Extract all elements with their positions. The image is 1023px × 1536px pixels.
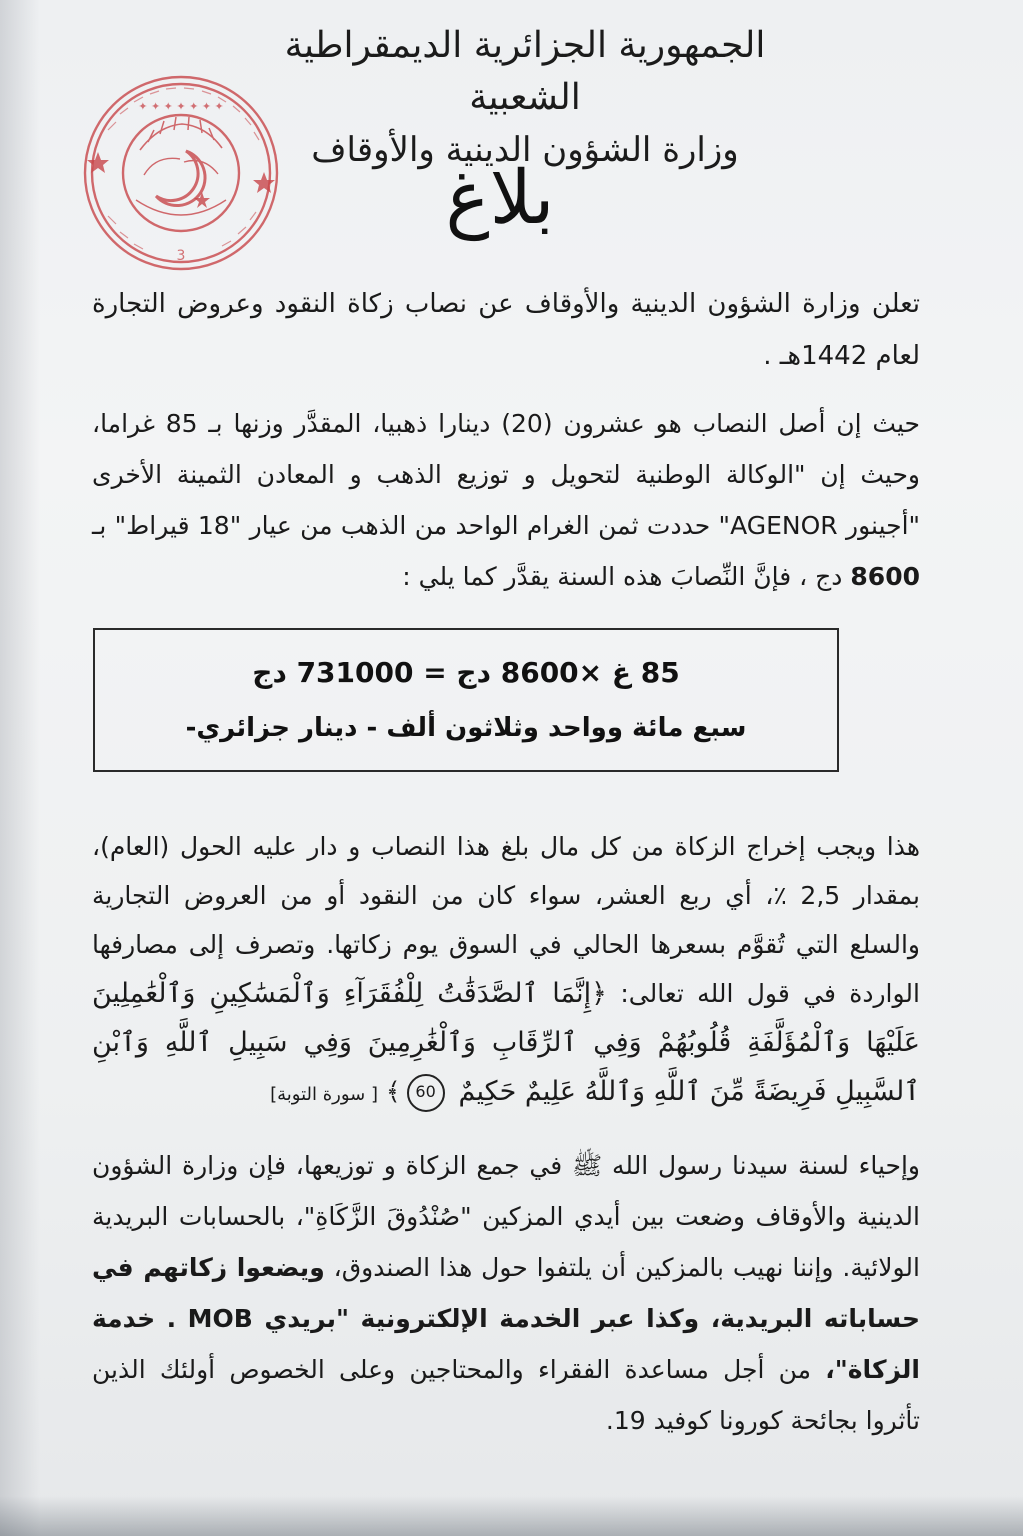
republic-name: الجمهورية الجزائرية الديمقراطية الشعبية (284, 25, 766, 118)
svg-text:✦ ✦ ✦ ✦ ✦ ✦ ✦: ✦ ✦ ✦ ✦ ✦ ✦ ✦ (138, 100, 224, 113)
ayah-number-badge: 60 (407, 1074, 445, 1112)
basis-paragraph (92, 398, 920, 602)
spend-intro: وتصرف إلى مصارفها الواردة في قول الله تعالى: (92, 930, 920, 1008)
page-shadow-left (0, 0, 40, 1536)
ministry-name: وزارة الشؤون الدينية والأوقاف (311, 130, 739, 170)
intro-paragraph: تعلن وزارة الشؤون الدينية والأوقاف عن نصاب زكاة النقود وعروض التجارة لعام 1442هـ . (92, 289, 920, 371)
nisab-in-words: سبع مائة وواحد وثلاثون ألف - دينار جزائري- (185, 713, 747, 743)
obligation-text: هذا ويجب إخراج الزكاة من كل مال بلغ هذا النصاب و دار عليه الحول (العام)، بمقدار 2,5 ٪، أي ربع العشر، سواء كان من النقود أو من العروض التجارية والسلع التي تُقوَّم بسعرها الحالي في السوق يوم زكاتها. (92, 832, 920, 959)
surah-reference: [ سورة التوبة] (270, 1084, 378, 1105)
obligation-paragraph: هذا ويجب إخراج الزكاة من كل مال بلغ هذا النصاب و دار عليه الحول (العام)، بمقدار 2,5 ٪، أي ربع العشر، سواء كان من النقود أو من العروض التجارية والسلع التي تُقوَّم بسعرها الحالي في السوق يوم زكاتها. وتصرف إلى مصارفها الواردة في قول الله تعالى: ﴿إِنَّمَا ٱلصَّدَقَٰتُ لِلْفُقَرَآءِ وَٱلْمَسَٰكِينِ وَٱلْعَٰمِلِينَ عَلَيْهَا وَٱلْمُؤَلَّفَةِ قُلُوبُهُمْ وَفِي ٱلرِّقَابِ وَٱلْغَٰرِمِينَ وَفِي سَبِيلِ ٱللَّهِ وَٱبْنِ ٱلسَّبِيلِ فَرِيضَةً مِّنَ ٱللَّهِ وَٱللَّهُ عَلِيمٌ حَكِيمٌ 60﴾ [ سورة التوبة] (92, 822, 920, 1119)
page-shadow-bottom (0, 1496, 1023, 1536)
nisab-equation: 85 غ ×8600 دج = 731000 دج (252, 656, 680, 689)
basis-text-2: وحيث إن "الوكالة الوطنية لتحويل و توزيع الذهب و المعادن الثمينة الأخرى "أجينور AGENOR" حددت ثمن الغرام الواحد من الذهب من عيار "18 قيراط" بـ (92, 460, 921, 540)
closing-text-1: وإحياء لسنة سيدنا رسول الله ﷺ في جمع الزكاة و توزيعها، فإن وزارة الشؤون الدينية والأوقاف وضعت بين أيدي المزكين "صُنْدُوقَ الزَّكَاةِ"، بالحسابات البريدية الولائية. وإننا نهيب بالمزكين أن يلتفوا حول هذا الصندوق، (92, 1151, 920, 1282)
basis-text-3: دج ، فإنَّ النِّصابَ هذه السنة يقدَّر كما يلي : (402, 562, 843, 591)
basis-text-1: حيث إن أصل النصاب هو عشرون (20) دينارا ذهبيا، المقدَّر وزنها بـ 85 غراما، (92, 409, 920, 438)
document-title: بلاغ (445, 155, 555, 241)
gold-price: 8600 (850, 562, 920, 591)
quran-verse: ﴿إِنَّمَا ٱلصَّدَقَٰتُ لِلْفُقَرَآءِ وَٱلْمَسَٰكِينِ وَٱلْعَٰمِلِينَ عَلَيْهَا وَٱلْمُؤَلَّفَةِ قُلُوبُهُمْ وَفِي ٱلرِّقَابِ وَٱلْغَٰرِمِينَ وَفِي سَبِيلِ ٱللَّهِ وَٱبْنِ ٱلسَّبِيلِ فَرِيضَةً مِّنَ ٱللَّهِ وَٱللَّهُ عَلِيمٌ حَكِيمٌ (92, 978, 920, 1107)
official-stamp (78, 70, 284, 276)
closing-text-2: من أجل مساعدة الفقراء والمحتاجين وعلى الخصوص أولئك الذين تأثروا بجائحة كورونا كوفيد 19. (92, 1355, 920, 1435)
closing-paragraph (92, 1140, 920, 1446)
nisab-calculation-box (93, 628, 839, 772)
stamp-number: 3 (176, 248, 186, 264)
closing-text-bold: ويضعوا زكاتهم في حساباته البريدية، وكذا عبر الخدمة الإلكترونية "بريدي MOB . خدمة الزكاة"، (92, 1253, 920, 1384)
